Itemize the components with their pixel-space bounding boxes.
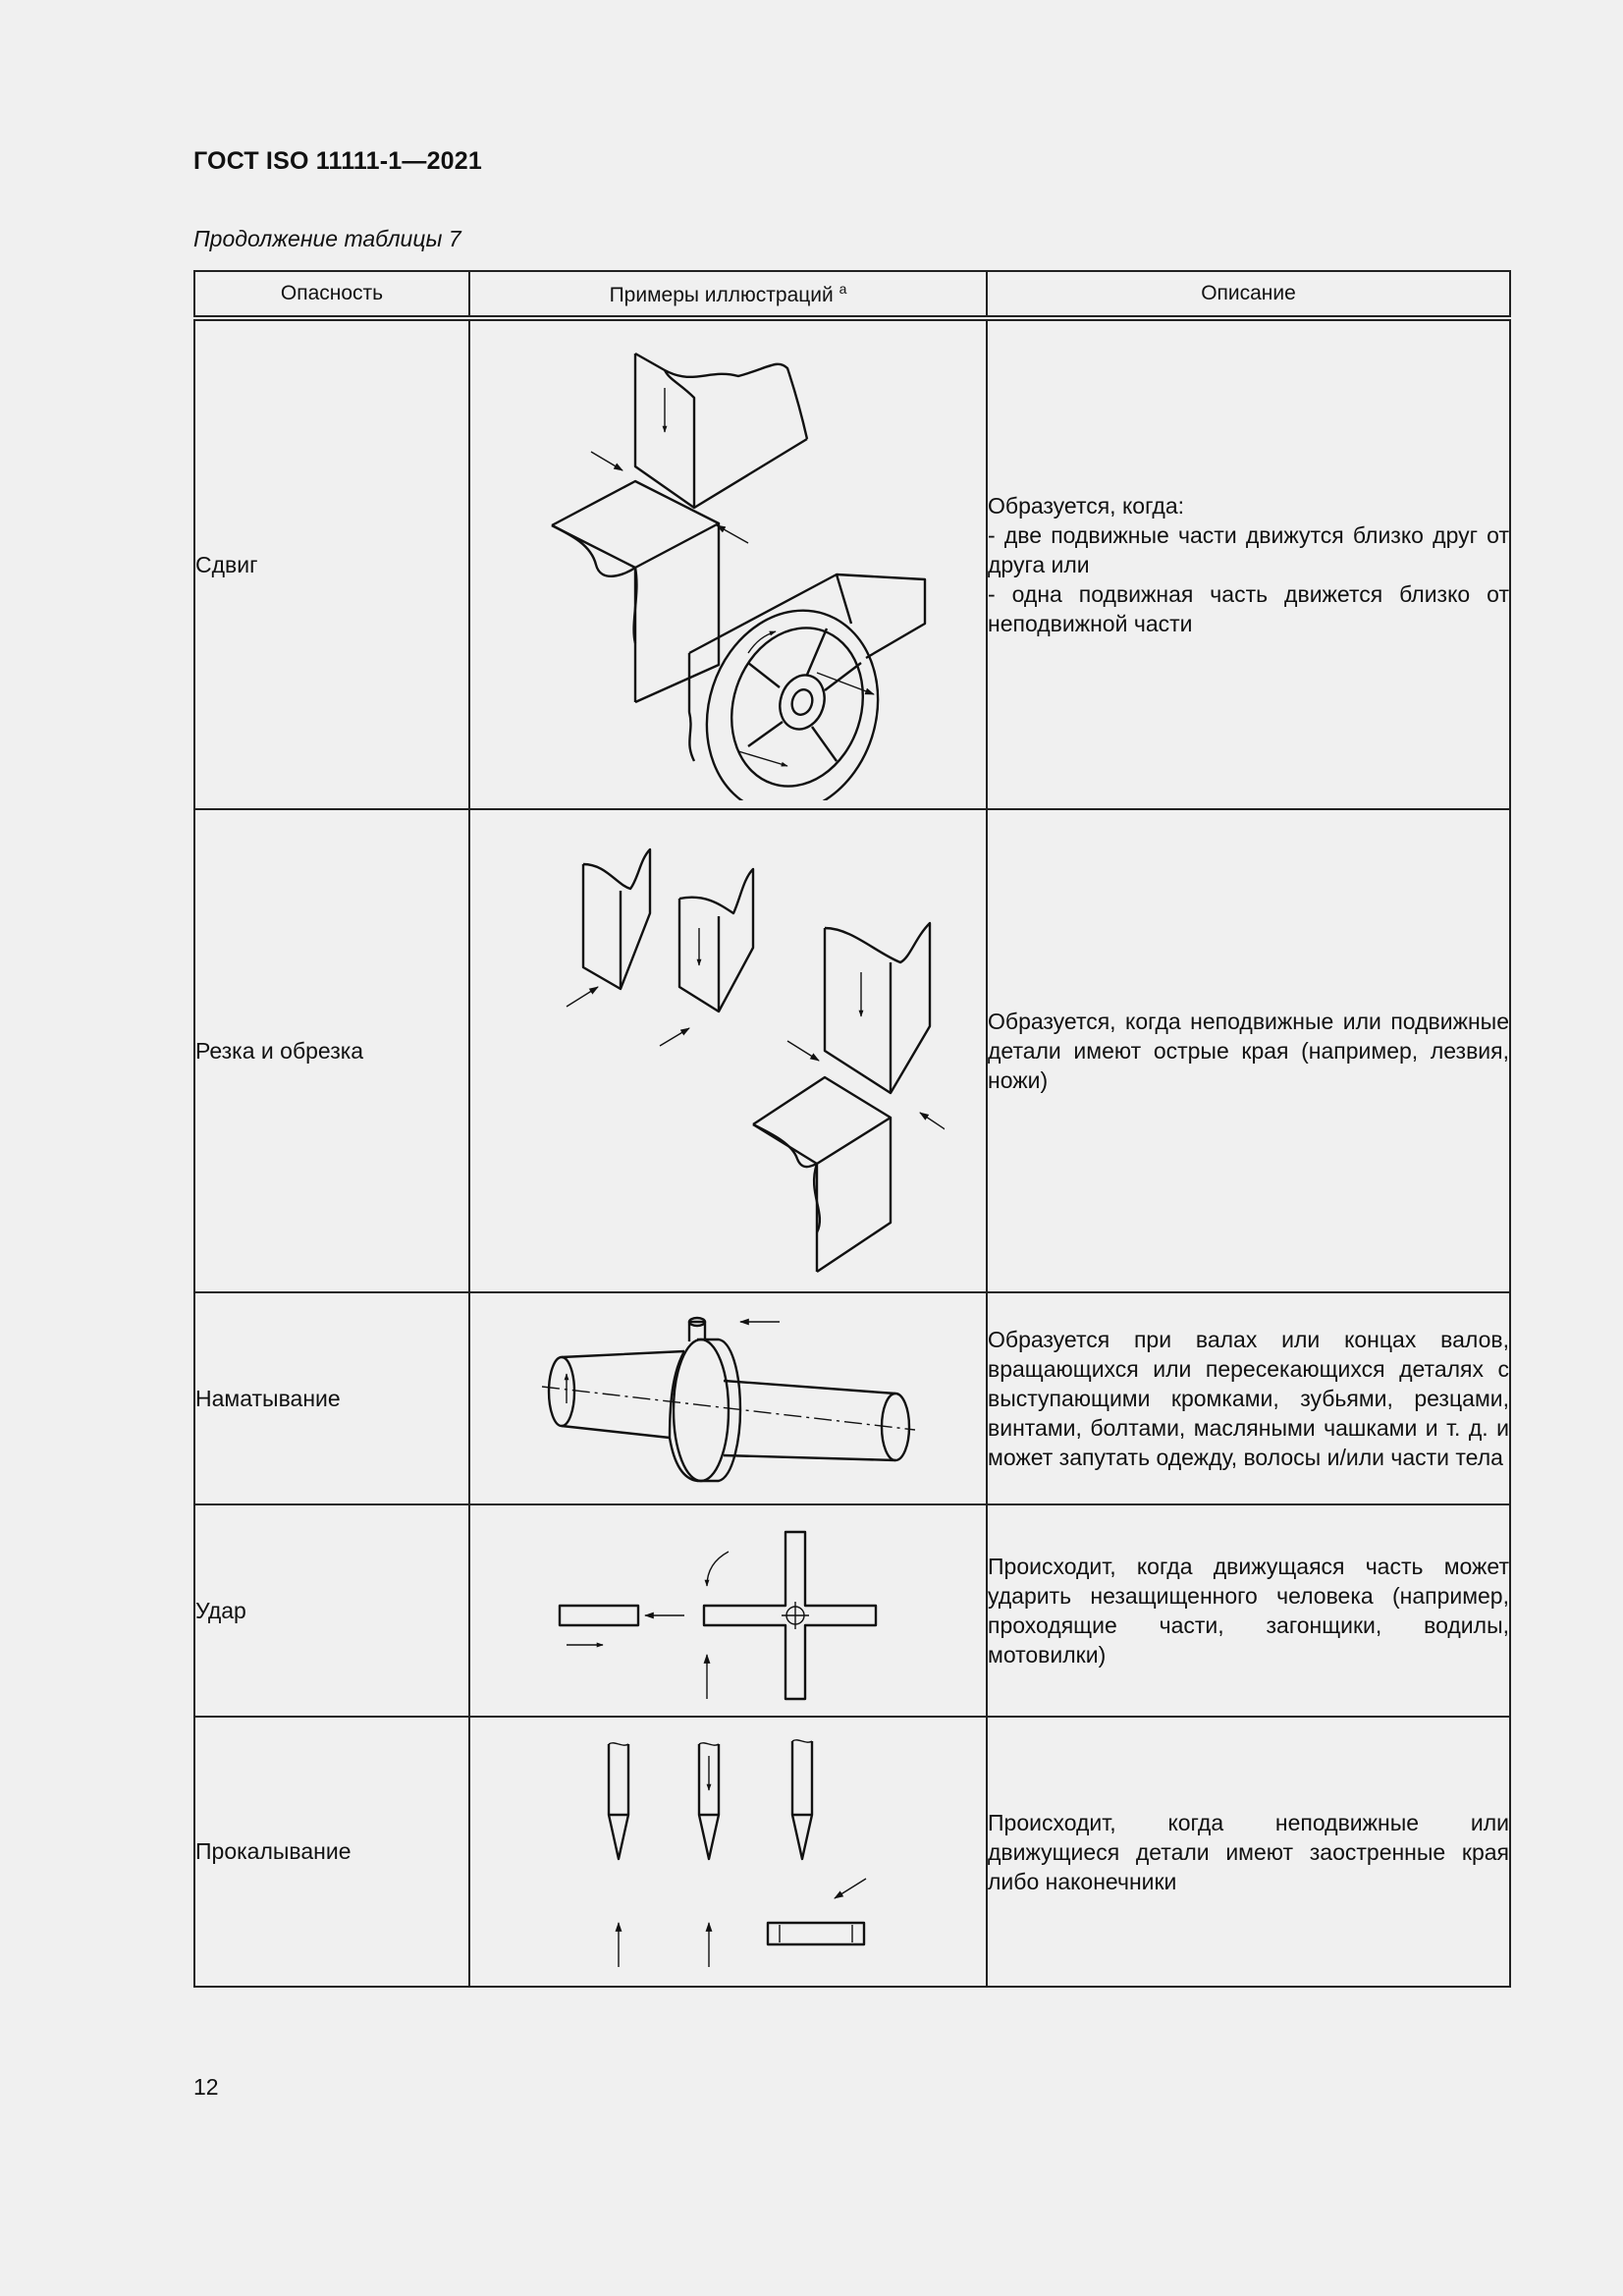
illustration-shear [469, 318, 987, 809]
illustration-puncture [469, 1717, 987, 1987]
description-cell [987, 1717, 1510, 1987]
column-header-illustrations-label: Примеры иллюстраций [609, 283, 834, 306]
description-line: Образуется, когда неподвижные или подвижные детали имеют острые края (например, лезвия, ножи) [988, 1009, 1509, 1093]
column-header-description: Описание [987, 271, 1510, 318]
table-header-row [194, 271, 1510, 318]
hazard-name: Наматывание [194, 1292, 469, 1504]
description-line: - одна подвижная часть движется близко от неподвижной части [988, 581, 1509, 636]
document-header: ГОСТ ISO 11111-1—2021 [193, 147, 482, 175]
table-row [194, 1292, 1510, 1504]
shear-illustration [513, 329, 945, 800]
hazards-table [193, 270, 1511, 1988]
description-line: Образуется, когда: [988, 493, 1185, 519]
table-row [194, 1717, 1510, 1987]
description-line: Происходит, когда неподвижные или движущиеся детали имеют заостренные края либо наконечники [988, 1809, 1509, 1894]
hazard-name: Резка и обрезка [194, 809, 469, 1292]
column-header-hazard: Опасность [194, 271, 469, 318]
puncture-illustration [571, 1726, 886, 1977]
impact-illustration [542, 1512, 915, 1709]
column-header-illustrations [469, 271, 987, 318]
description-cell [987, 1504, 1510, 1717]
description-cell [987, 809, 1510, 1292]
table-caption: Продолжение таблицы 7 [193, 226, 461, 251]
table-row [194, 809, 1510, 1292]
description-line: - две подвижные части движутся близко друг от друга или [988, 522, 1509, 577]
hazard-name: Удар [194, 1504, 469, 1717]
description-line: Образуется при валах или концах валов, вращающихся или пересекающихся деталях с выступающими кромками, зубьями, резцами, винтами, болтами, масляными чашками и т. д. и может запутать одежду, волосы и/или части тела [988, 1327, 1509, 1470]
hazard-name: Прокалывание [194, 1717, 469, 1987]
hazard-name: Сдвиг [194, 318, 469, 809]
footnote-mark: a [839, 280, 847, 297]
table-row [194, 1504, 1510, 1717]
illustration-entanglement [469, 1292, 987, 1504]
illustration-cutting [469, 809, 987, 1292]
cutting-illustration [513, 820, 945, 1282]
description-cell [987, 318, 1510, 809]
entanglement-illustration [522, 1300, 935, 1497]
table-row [194, 318, 1510, 809]
description-line: Происходит, когда движущаяся часть может ударить незащищенного человека (например, проходящие части, загонщики, водилы, мотовилки) [988, 1554, 1509, 1667]
illustration-impact [469, 1504, 987, 1717]
description-cell [987, 1292, 1510, 1504]
page-number: 12 [193, 2074, 219, 2100]
